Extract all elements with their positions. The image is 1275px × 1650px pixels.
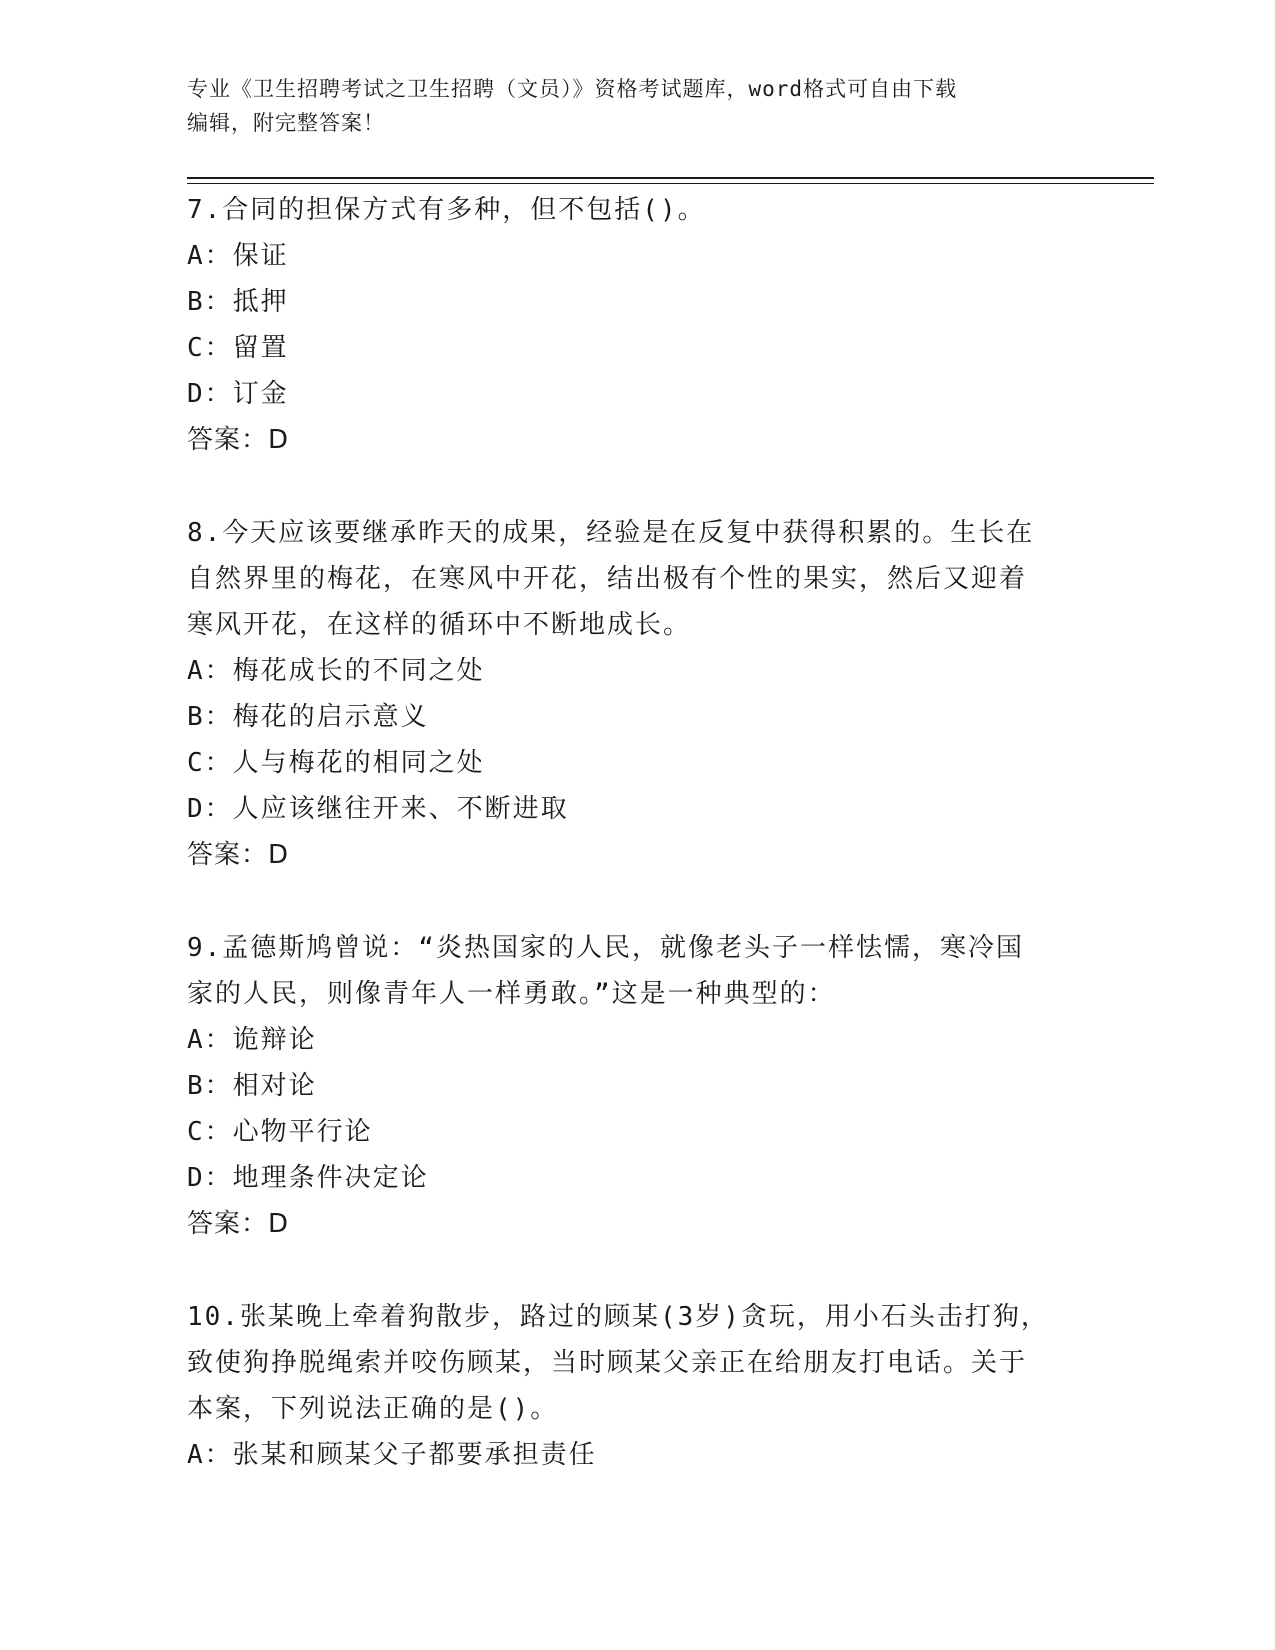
question-9-answer: 答案：D — [187, 1209, 290, 1239]
question-8-option-a: A：梅花成长的不同之处 — [187, 656, 485, 686]
question-text-line: 家的人民，则像青年人一样勇敢。”这是一种典型的： — [187, 979, 836, 1009]
question-text-line: 9.孟德斯鸠曾说：“炎热国家的人民，就像老头子一样怯懦，寒冷国 — [187, 933, 1024, 963]
question-gap — [187, 463, 1087, 510]
question-text-line: 致使狗挣脱绳索并咬伤顾某，当时顾某父亲正在给朋友打电话。关于 — [187, 1348, 1028, 1378]
question-7-text — [187, 187, 1087, 233]
header-line-2: 编辑，附完整答案！ — [187, 111, 385, 135]
header-divider-thin — [187, 183, 1154, 184]
question-list — [187, 187, 1087, 1478]
question-8-text — [187, 510, 1087, 648]
header-line-1: 专业《卫生招聘考试之卫生招聘（文员）》资格考试题库，word格式可自由下载 — [187, 77, 958, 101]
question-7-answer: 答案：D — [187, 425, 290, 455]
question-7-option-d: D：订金 — [187, 379, 289, 409]
question-gap — [187, 1247, 1087, 1294]
question-8-option-d: D：人应该继往开来、不断进取 — [187, 794, 569, 824]
question-text-line: 寒风开花，在这样的循环中不断地成长。 — [187, 610, 692, 640]
question-9-option-a: A：诡辩论 — [187, 1025, 317, 1055]
question-text-line: 自然界里的梅花，在寒风中开花，结出极有个性的果实，然后又迎着 — [187, 564, 1028, 594]
question-9-option-b: B：相对论 — [187, 1071, 317, 1101]
question-7-option-b: B：抵押 — [187, 287, 289, 317]
question-10 — [187, 1294, 1087, 1478]
question-text-line: 7.合同的担保方式有多种，但不包括()。 — [187, 195, 706, 225]
question-7-option-c: C：留置 — [187, 333, 289, 363]
question-7 — [187, 187, 1087, 463]
question-text-line: 10.张某晚上牵着狗散步，路过的顾某(3岁)贪玩，用小石头击打狗， — [187, 1302, 1049, 1332]
question-7-option-a: A：保证 — [187, 241, 289, 271]
header-divider-thick — [187, 177, 1154, 179]
question-9 — [187, 925, 1087, 1247]
question-10-text — [187, 1294, 1087, 1432]
question-8 — [187, 510, 1087, 878]
document-header — [187, 72, 1087, 140]
question-9-text — [187, 925, 1087, 1017]
question-8-option-b: B：梅花的启示意义 — [187, 702, 429, 732]
question-9-option-d: D：地理条件决定论 — [187, 1163, 429, 1193]
question-text-line: 8.今天应该要继承昨天的成果，经验是在反复中获得积累的。生长在 — [187, 518, 1035, 548]
question-gap — [187, 878, 1087, 925]
question-text-line: 本案，下列说法正确的是()。 — [187, 1394, 559, 1424]
question-8-option-c: C：人与梅花的相同之处 — [187, 748, 485, 778]
question-10-option-a: A：张某和顾某父子都要承担责任 — [187, 1440, 597, 1470]
question-9-option-c: C：心物平行论 — [187, 1117, 373, 1147]
question-8-answer: 答案：D — [187, 840, 290, 870]
